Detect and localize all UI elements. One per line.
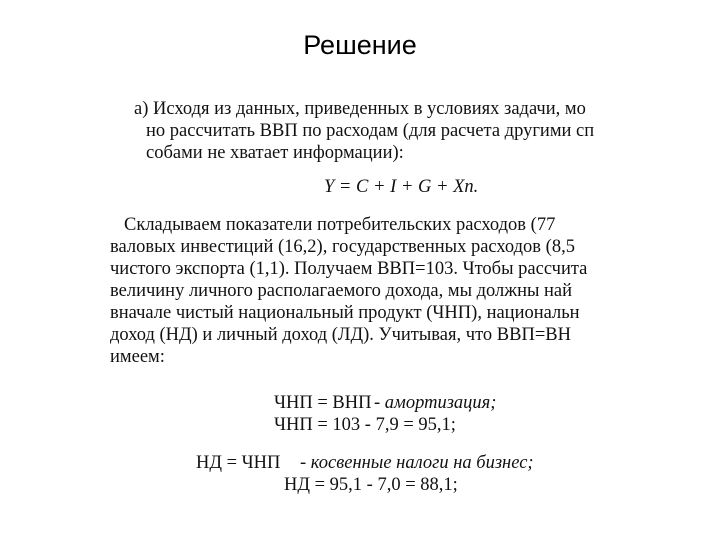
slide-title: Решение xyxy=(303,30,417,60)
eq1a-right: - амортизация; xyxy=(374,393,497,413)
part-a-line-1: а) Исходя из данных, приведенных в условиях задачи, мо xyxy=(134,99,586,119)
part-a-line-3: собами не хватает информации): xyxy=(146,143,404,163)
part-a-line-2: но рассчитать ВВП по расходам (для расчета другими сп xyxy=(146,121,595,141)
body-line-7: имеем: xyxy=(110,347,165,367)
eq2a-right: - косвенные налоги на бизнес; xyxy=(300,453,534,473)
body-line-1: Складываем показатели потребительских расходов (77 xyxy=(124,215,556,235)
eq1b: ЧНП = 103 - 7,9 = 95,1; xyxy=(274,415,456,435)
eq1a-left: ЧНП = ВНП xyxy=(274,393,372,413)
body-line-2: валовых инвестиций (16,2), государственных расходов (8,5 xyxy=(110,237,575,257)
formula: Y = C + I + G + Xп. xyxy=(324,177,479,197)
body-line-3: чистого экспорта (1,1). Получаем ВВП=103. Чтобы рассчита xyxy=(110,259,588,279)
eq2b: НД = 95,1 - 7,0 = 88,1; xyxy=(284,475,458,495)
body-line-5: вначале чистый национальный продукт (ЧНП), национальн xyxy=(110,303,580,323)
body-line-4: величину личного располагаемого дохода, мы должны най xyxy=(110,281,573,301)
eq2a-left: НД = ЧНП xyxy=(196,453,281,473)
body-line-6: доход (НД) и личный доход (ЛД). Учитывая, что ВВП=ВН xyxy=(110,325,571,345)
scanned-text-block xyxy=(110,96,658,496)
